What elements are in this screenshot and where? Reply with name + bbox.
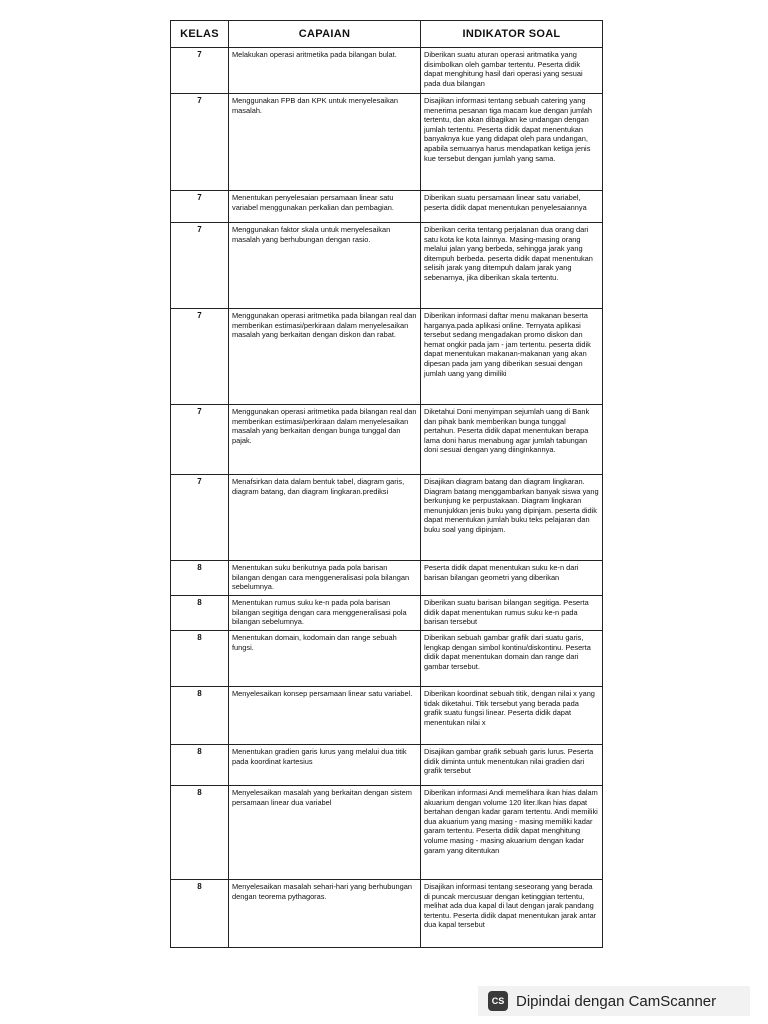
kelas-cell: 7 [171, 94, 229, 191]
table-row [171, 687, 603, 745]
indikator-cell: Diketahui Doni menyimpan sejumlah uang di Bank dan pihak bank memberikan bunga tunggal pertahun. Peserta didik dapat menentukan berapa lama doni harus menabung agar jumlah tabungan doni sesuai dengan yang diinginkannya. [421, 405, 603, 475]
indikator-cell: Diberikan sebuah gambar grafik dari suatu garis, lengkap dengan simbol kontinu/diskontinu. Peserta didik dapat menentukan domain dan range dari gambar tersebut. [421, 631, 603, 687]
kelas-cell: 7 [171, 48, 229, 94]
indikator-cell: Diberikan informasi daftar menu makanan beserta harganya.pada aplikasi online. Ternyata aplikasi tersebut sedang mengadakan promo diskon dan hemat ongkir pada jam - jam tertentu. peserta didik dapat menentukan makanan-makanan yang akan dipesan pada jam yang diberikan sesuai dengan jumlah uang yang dimiliki [421, 309, 603, 405]
indikator-cell: Disajikan gambar grafik sebuah garis lurus. Peserta didik diminta untuk menentukan nilai gradien dari grafik tersebut [421, 745, 603, 786]
kelas-cell: 8 [171, 880, 229, 948]
kelas-cell: 8 [171, 786, 229, 880]
table-row [171, 880, 603, 948]
table-row [171, 191, 603, 223]
capaian-cell: Menentukan domain, kodomain dan range sebuah fungsi. [229, 631, 421, 687]
indikator-cell: Diberikan informasi Andi memelihara ikan hias dalam akuarium dengan volume 120 liter.Ikan hias dapat bertahan dengan kadar garam tertentu. Andi memiliki dua akuarium yang masing - masing memiliki kadar garam tertentu. Peserta didik dapat menghitung volume masing - masing akuarium dengan kadar garam yang ditentukan [421, 786, 603, 880]
capaian-cell: Menafsirkan data dalam bentuk tabel, diagram garis, diagram batang, dan diagram lingkaran.prediksi [229, 475, 421, 561]
table-row [171, 631, 603, 687]
table-row [171, 475, 603, 561]
kelas-cell: 7 [171, 405, 229, 475]
capaian-cell: Menentukan suku berikutnya pada pola barisan bilangan dengan cara menggeneralisasi pola bilangan sebelumnya. [229, 561, 421, 596]
table-row [171, 596, 603, 631]
table-row [171, 48, 603, 94]
capaian-cell: Menentukan rumus suku ke-n pada pola barisan bilangan segitiga dengan cara menggeneralisasi pola bilangan sebelumnya. [229, 596, 421, 631]
camscanner-watermark [478, 986, 750, 1016]
capaian-cell: Menyelesaikan masalah sehari-hari yang berhubungan dengan teorema pythagoras. [229, 880, 421, 948]
header-capaian: CAPAIAN [229, 21, 421, 48]
table-row [171, 786, 603, 880]
capaian-cell: Menggunakan operasi aritmetika pada bilangan real dan memberikan estimasi/perkiraan dalam menyelesaikan masalah yang berkaitan dengan bunga tunggal dan pajak. [229, 405, 421, 475]
table-row [171, 561, 603, 596]
table-row [171, 223, 603, 309]
indikator-cell: Diberikan suatu persamaan linear satu variabel, peserta didik dapat menentukan penyelesaiannya [421, 191, 603, 223]
table-header-row [171, 21, 603, 48]
table-row [171, 745, 603, 786]
indikator-cell: Peserta didik dapat menentukan suku ke-n dari barisan bilangan geometri yang diberikan [421, 561, 603, 596]
header-indikator-soal: INDIKATOR SOAL [421, 21, 603, 48]
indikator-cell: Diberikan koordinat sebuah titik, dengan nilai x yang tidak diketahui. Titik tersebut yang berada pada grafik suatu fungsi linear. Peserta didik dapat menentukan nilai x [421, 687, 603, 745]
table-row [171, 405, 603, 475]
capaian-cell: Menggunakan operasi aritmetika pada bilangan real dan memberikan estimasi/perkiraan dalam menyelesaikan masalah yang berkaitan dengan diskon dan rabat. [229, 309, 421, 405]
indikator-cell: Diberikan suatu aturan operasi aritmatika yang disimbolkan oleh gambar tertentu. Peserta didik dapat menghitung hasil dari operasi yang sesuai pada dua bilangan [421, 48, 603, 94]
indikator-cell: Disajikan diagram batang dan diagram lingkaran. Diagram batang menggambarkan banyak siswa yang berkunjung ke perpustakaan. Diagram lingkaran menunjukkan jenis buku yang dipinjam. peserta didik dapat menentukan jumlah buku teks pelajaran dan buku soal yang dipinjam. [421, 475, 603, 561]
capaian-cell: Menyelesaikan masalah yang berkaitan dengan sistem persamaan linear dua variabel [229, 786, 421, 880]
capaian-cell: Menentukan penyelesaian persamaan linear satu variabel menggunakan perkalian dan pembagian. [229, 191, 421, 223]
kelas-cell: 7 [171, 223, 229, 309]
kelas-cell: 8 [171, 631, 229, 687]
table-row [171, 309, 603, 405]
curriculum-table [170, 20, 603, 948]
indikator-cell: Disajikan informasi tentang seseorang yang berada di puncak mercusuar dengan ketinggian tertentu, melihat ada dua kapal di laut dengan jarak pandang tertentu. Peserta didik dapat menentukan jarak antar dua kapal tersebut [421, 880, 603, 948]
watermark-text: Dipindai dengan CamScanner [516, 992, 717, 1010]
kelas-cell: 8 [171, 745, 229, 786]
kelas-cell: 7 [171, 191, 229, 223]
capaian-cell: Menggunakan FPB dan KPK untuk menyelesaikan masalah. [229, 94, 421, 191]
kelas-cell: 7 [171, 475, 229, 561]
capaian-cell: Menggunakan faktor skala untuk menyelesaikan masalah yang berhubungan dengan rasio. [229, 223, 421, 309]
indikator-cell: Diberikan cerita tentang perjalanan dua orang dari satu kota ke kota lainnya. Masing-masing orang melalui jalan yang berbeda, sehingga jarak yang ditempuh berbeda. peserta didik dapat menentukan selisih jarak yang ditempuh dalam jarak yang sebenarnya, jika diberikan skala tertentu. [421, 223, 603, 309]
capaian-cell: Melakukan operasi aritmetika pada bilangan bulat. [229, 48, 421, 94]
kelas-cell: 8 [171, 687, 229, 745]
capaian-cell: Menyelesaikan konsep persamaan linear satu variabel. [229, 687, 421, 745]
camscanner-logo-icon: CS [488, 991, 508, 1011]
indikator-cell: Diberikan suatu barisan bilangan segitiga. Peserta didik dapat menentukan rumus suku ke-n pada barisan tersebut [421, 596, 603, 631]
indikator-cell: Disajikan informasi tentang sebuah catering yang menerima pesanan tiga macam kue dengan jumlah tertentu, dan akan dibagikan ke undangan dengan jumlah tertentu. Peserta didik dapat menentukan banyaknya kue yang didapat oleh para undangan, apabila semuanya harus mendapatkan ketiga jenis kue tersebut dengan jumlah yang sama. [421, 94, 603, 191]
header-kelas: KELAS [171, 21, 229, 48]
table-row [171, 94, 603, 191]
kelas-cell: 8 [171, 596, 229, 631]
capaian-cell: Menentukan gradien garis lurus yang melalui dua titik pada koordinat kartesius [229, 745, 421, 786]
kelas-cell: 8 [171, 561, 229, 596]
kelas-cell: 7 [171, 309, 229, 405]
table-body [171, 48, 603, 948]
